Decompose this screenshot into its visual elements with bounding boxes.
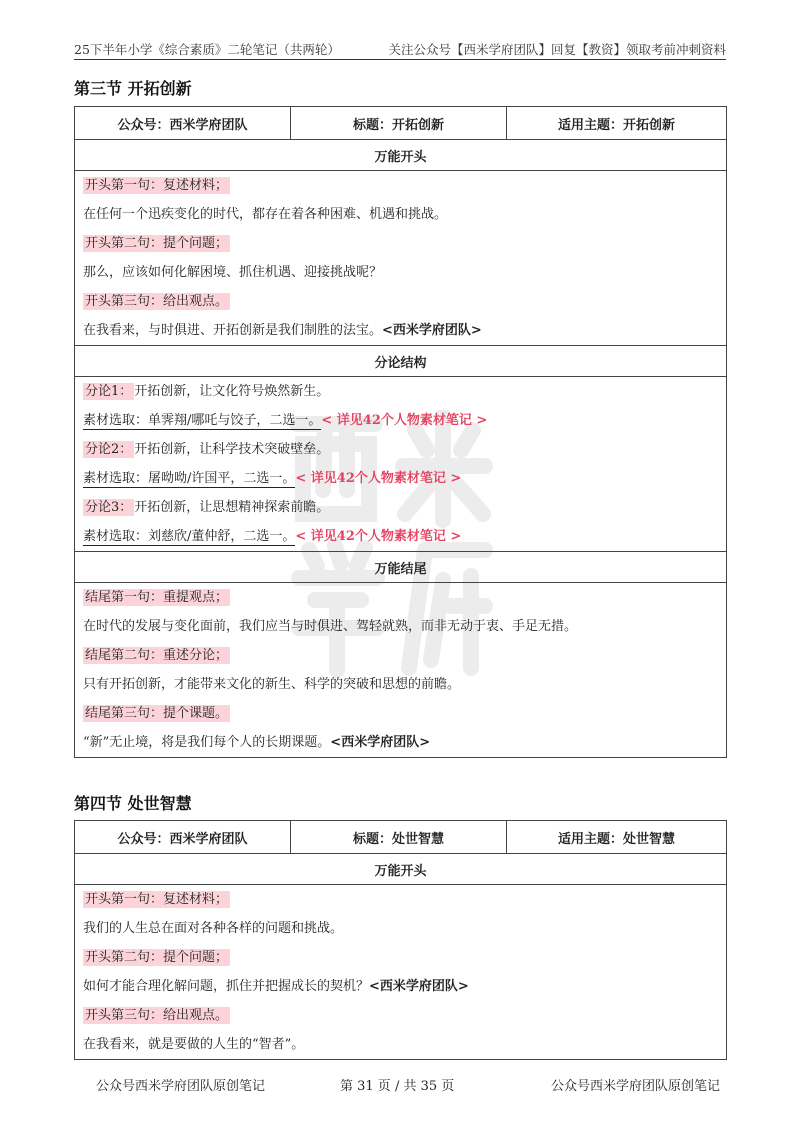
argument-text-1: 开拓创新，让文化符号焕然新生。	[134, 384, 330, 399]
ending-text-2: 只有开拓创新，才能带来文化的新生、科学的突破和思想的前瞻。	[83, 677, 461, 692]
s4-opening-text-3: 在我看来，就是要做的人生的“智者”。	[83, 1037, 305, 1052]
s4-opening-label-1: 开头第一句：复述材料；	[85, 892, 229, 907]
ending-label-1: 结尾第一句：重提观点；	[85, 590, 229, 605]
meta-theme: 适用主题：开拓创新	[507, 107, 727, 140]
ending-content	[75, 583, 727, 758]
material-3: 素材选取：刘慈欣/董仲舒，二选一。	[83, 529, 296, 544]
body-band: 分论结构	[75, 346, 727, 377]
s4-opening-text-1: 我们的人生总在面对各种各样的问题和挑战。	[83, 921, 344, 936]
meta-account-2: 公众号：西米学府团队	[75, 821, 291, 854]
meta-title: 标题：开拓创新	[291, 107, 507, 140]
opening-content	[75, 171, 727, 346]
meta-row	[75, 107, 727, 140]
footer-right: 公众号西米学府团队原创笔记	[551, 1079, 721, 1094]
material-2: 素材选取：屠呦呦/许国平，二选一。	[83, 471, 296, 486]
s4-opening-label-3: 开头第三句：给出观点。	[85, 1008, 229, 1023]
opening-text-1: 在任何一个迅疾变化的时代，都存在着各种困难、机遇和挑战。	[83, 207, 448, 222]
argument-label-1: 分论1：	[85, 384, 133, 399]
ending-text-1: 在时代的发展与变化面前，我们应当与时俱进、驾轻就熟，而非无动于衷、手足无措。	[83, 619, 578, 634]
material-ref-2: < 详见42个人物素材笔记 >	[295, 471, 462, 486]
ending-band: 万能结尾	[75, 552, 727, 583]
opening-label-3: 开头第三句：给出观点。	[85, 294, 229, 309]
header-right-text: 关注公众号【西米学府团队】回复【教资】领取考前冲刺资料	[388, 42, 726, 57]
opening-band: 万能开头	[75, 140, 727, 171]
section-3-title: 第三节 开拓创新	[74, 79, 192, 98]
ending-signature: <西米学府团队>	[330, 735, 431, 750]
opening-signature: <西米学府团队>	[382, 323, 482, 338]
argument-text-3: 开拓创新，让思想精神探索前瞻。	[134, 500, 330, 515]
footer-page-number: 第 31 页 / 共 35 页	[340, 1079, 455, 1094]
opening-label-2: 开头第二句：提个问题；	[85, 236, 229, 251]
s4-opening-text-2: 如何才能合理化解问题，抓住并把握成长的契机？	[83, 979, 370, 994]
page-header	[74, 40, 726, 60]
section-3-table	[74, 106, 727, 758]
meta-title-2: 标题：处世智慧	[291, 821, 507, 854]
material-ref-3: < 详见42个人物素材笔记 >	[295, 529, 462, 544]
opening-content-2	[75, 885, 727, 1060]
section-4-table	[74, 820, 727, 1060]
footer-left: 公众号西米学府团队原创笔记	[96, 1079, 266, 1094]
ending-text-3: “新”无止境，将是我们每个人的长期课题。	[83, 735, 331, 750]
opening-text-2: 那么，应该如何化解困境、抓住机遇、迎接挑战呢？	[83, 265, 383, 280]
s4-opening-label-2: 开头第二句：提个问题；	[85, 950, 229, 965]
meta-row-2	[75, 821, 727, 854]
material-ref-1: < 详见42个人物素材笔记 >	[321, 413, 488, 428]
argument-label-3: 分论3：	[85, 500, 133, 515]
opening-text-3: 在我看来，与时俱进、开拓创新是我们制胜的法宝。	[83, 323, 383, 338]
section-4-title: 第四节 处世智慧	[74, 794, 192, 813]
opening-band-2: 万能开头	[75, 854, 727, 885]
material-1: 素材选取：单霁翔/哪吒与饺子，二选一。	[83, 413, 322, 428]
argument-text-2: 开拓创新，让科学技术突破壁垒。	[134, 442, 330, 457]
opening-label-1: 开头第一句：复述材料；	[85, 178, 229, 193]
header-left-text: 25下半年小学《综合素质》二轮笔记（共两轮）	[74, 42, 340, 57]
ending-label-3: 结尾第三句：提个课题。	[85, 706, 229, 721]
meta-account: 公众号：西米学府团队	[75, 107, 291, 140]
argument-label-2: 分论2：	[85, 442, 133, 457]
meta-theme-2: 适用主题：处世智慧	[507, 821, 727, 854]
ending-label-2: 结尾第二句：重述分论；	[85, 648, 229, 663]
body-content	[75, 377, 727, 552]
s4-opening-signature: <西米学府团队>	[369, 979, 469, 994]
